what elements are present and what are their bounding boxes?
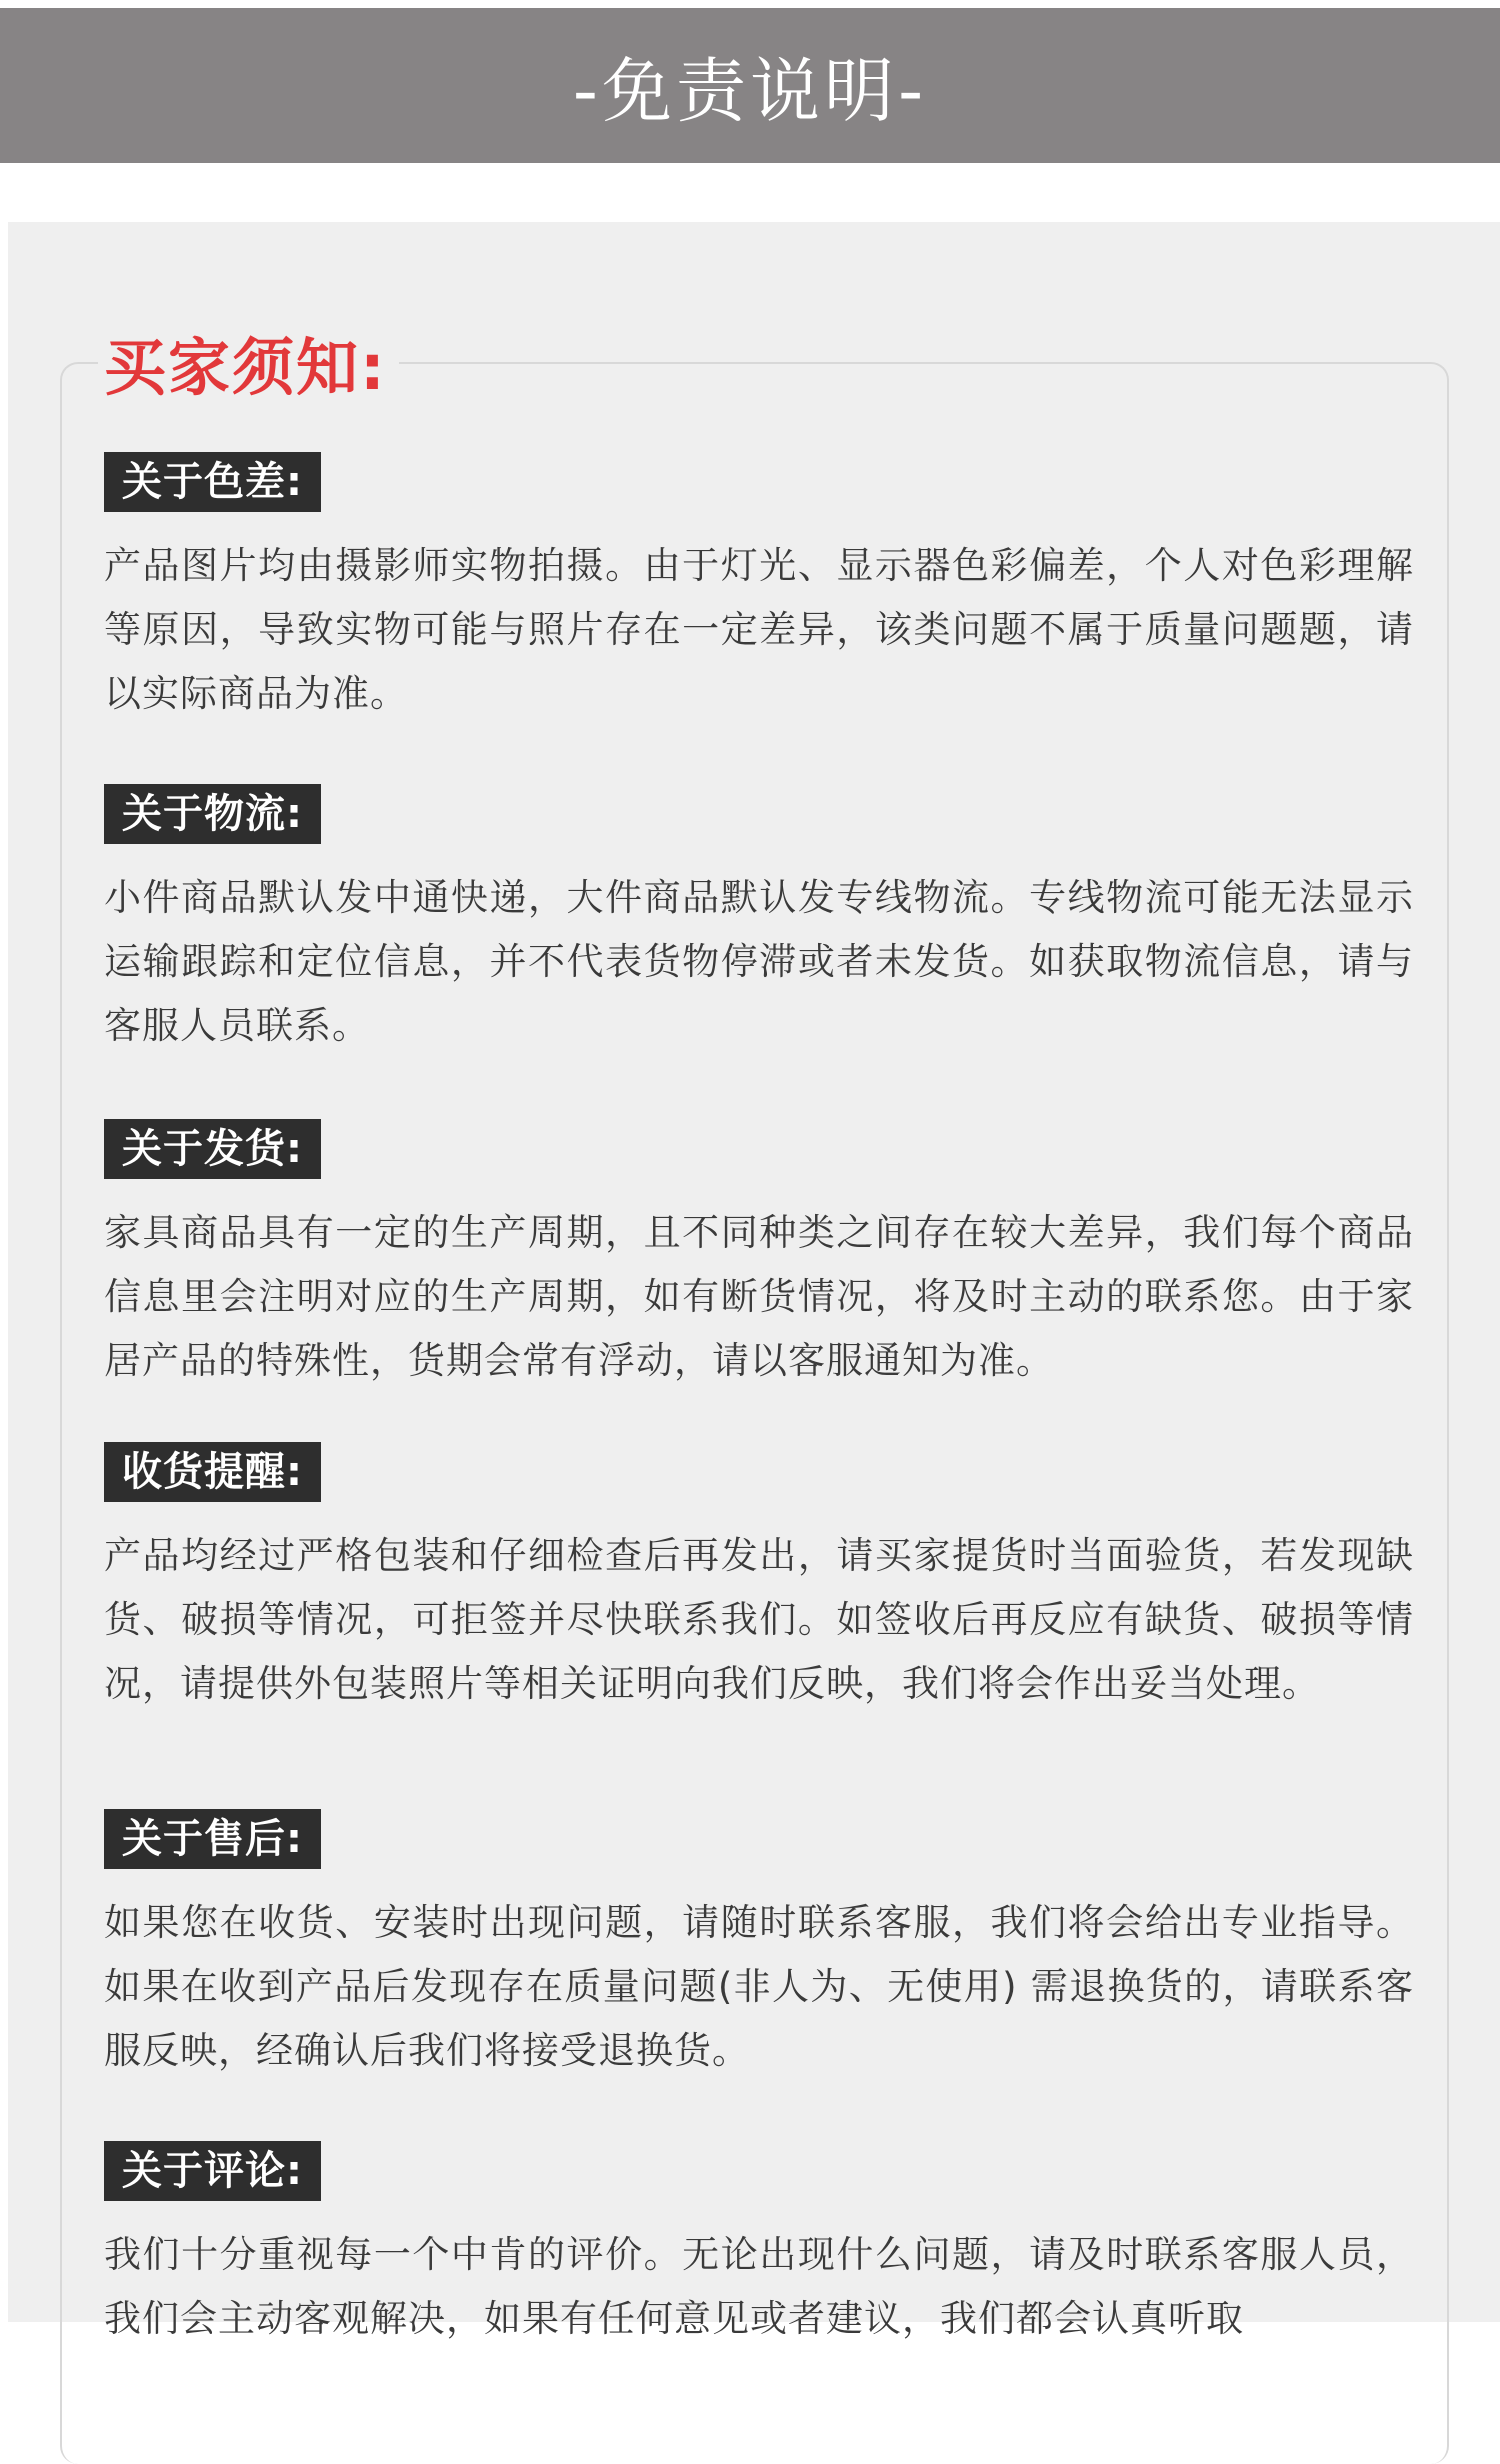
section-text: 我们十分重视每一个中肯的评价。无论出现什么问题，请及时联系客服人员，我们会主动客观解决，如果有任何意见或者建议，我们都会认真听取 (104, 2233, 1414, 2340)
section-after-sales (104, 1809, 1414, 2083)
section-tag: 关于售后: (104, 1809, 321, 1869)
section-receiving (104, 1442, 1414, 1716)
section-text: 家具商品具有一定的生产周期，且不同种类之间存在较大差异，我们每个商品信息里会注明对应的生产周期，如有断货情况，将及时主动的联系您。由于家居产品的特殊性，货期会常有浮动，请以客服通知为准。 (104, 1211, 1414, 1382)
section-tag: 关于色差: (104, 452, 321, 512)
notice-panel (8, 222, 1500, 2340)
section-text: 小件商品默认发中通快递，大件商品默认发专线物流。专线物流可能无法显示运输跟踪和定位信息，并不代表货物停滞或者未发货。如获取物流信息，请与客服人员联系。 (104, 876, 1414, 1047)
section-tag: 收货提醒: (104, 1442, 321, 1502)
section-text: 如果您在收货、安装时出现问题，请随时联系客服，我们将会给出专业指导。如果在收到产品后发现存在质量问题(非人为、无使用) 需退换货的，请联系客服反映，经确认后我们将接受退换货。 (104, 1901, 1414, 2072)
section-tag: 关于发货: (104, 1119, 321, 1179)
section-text: 产品图片均由摄影师实物拍摄。由于灯光、显示器色彩偏差，个人对色彩理解等原因，导致实物可能与照片存在一定差异，该类问题不属于质量问题题，请以实际商品为准。 (104, 544, 1414, 715)
section-reviews (104, 2141, 1414, 2351)
section-tag: 关于物流: (104, 784, 321, 844)
section-shipping (104, 1119, 1414, 1393)
header-band (0, 8, 1500, 163)
section-text: 产品均经过严格包装和仔细检查后再发出，请买家提货时当面验货，若发现缺货、破损等情况，可拒签并尽快联系我们。如签收后再反应有缺货、破损等情况，请提供外包装照片等相关证明向我们反映，我们将会作出妥当处理。 (104, 1534, 1414, 1705)
section-tag: 关于评论: (104, 2141, 321, 2201)
section-logistics (104, 784, 1414, 1058)
page-title: -免责说明- (572, 50, 928, 132)
section-color-difference (104, 452, 1414, 726)
notice-title: 买家须知: (98, 330, 399, 406)
